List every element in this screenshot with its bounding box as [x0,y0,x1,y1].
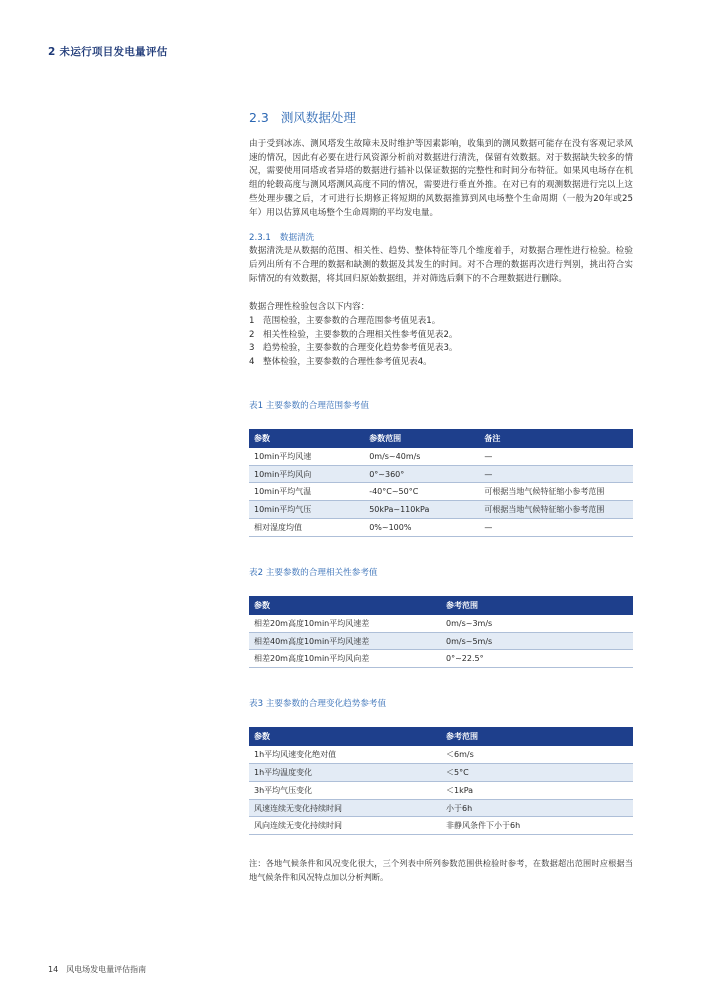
table-header-row [249,596,633,615]
table-header-cell: 备注 [484,433,501,443]
table-cell: 可根据当地气候特征缩小参考范围 [479,483,633,501]
list-item-text: 趋势检验，主要参数的合理变化趋势参考值见表3。 [263,343,458,354]
table-header-cell: 参考范围 [446,732,478,742]
publication-title: 风电场发电量评估指南 [66,965,147,974]
table2 [249,596,633,668]
table-cell: 1h平均温度变化 [249,764,441,782]
table-cell: ＜6m/s [441,746,633,763]
subsection-title [249,231,633,243]
table-row [249,483,633,501]
table-row [249,650,633,668]
checks-list [249,315,633,370]
table-cell: 0m/s~3m/s [441,615,633,632]
list-item-text: 范围检验，主要参数的合理范围参考值见表1。 [263,316,441,327]
subsection-title-text: 数据清洗 [279,233,315,244]
table-row [249,465,633,483]
subsection-number: 2.3.1 [249,233,271,244]
list-item [249,356,633,370]
list-item-number: 1 [249,316,255,327]
table-cell: 非静风条件下小于6h [441,817,633,835]
table1 [249,429,633,537]
table-row [249,764,633,782]
table-cell: — [479,465,633,483]
main-content [249,108,633,884]
table-cell: 风速连续无变化持续时间 [249,799,441,817]
table3 [249,727,633,835]
checks-intro: 数据合理性检验包含以下内容： [249,302,370,313]
section-title-text: 测风数据处理 [280,110,356,125]
table-row [249,817,633,835]
list-item [249,329,633,343]
table3-caption: 表3 主要参数的合理变化趋势参考值 [249,699,387,710]
running-header: 2 未运行项目发电量评估 [48,46,168,58]
list-item-number: 2 [249,329,255,340]
table2-caption: 表2 主要参数的合理相关性参考值 [249,567,378,578]
table-cell: 可根据当地气候特征缩小参考范围 [479,501,633,519]
list-item [249,315,633,329]
table-row [249,746,633,763]
table-cell: 小于6h [441,799,633,817]
table-header-cell: 参数 [254,600,270,610]
table-header-cell: 参数 [254,433,270,443]
table-cell: ＜5°C [441,764,633,782]
table1-caption: 表1 主要参数的合理范围参考值 [249,400,369,411]
table-row [249,632,633,650]
table-header-row [249,727,633,746]
list-item-text: 整体检验，主要参数的合理性参考值见表4。 [263,357,432,368]
table-cell: 3h平均气压变化 [249,781,441,799]
table-cell: 10min平均气温 [249,483,364,501]
table-header-row [249,429,633,448]
table-header-cell: 参数范围 [369,433,402,443]
table-row [249,448,633,465]
table-cell: 0°~22.5° [441,650,633,668]
list-item-text: 相关性检验，主要参数的合理相关性参考值见表2。 [263,329,458,340]
subsection-body: 数据清洗是从数据的范围、相关性、趋势、整体特征等几个维度着手，对数据合理性进行检验。检验后列出所有不合理的数据和缺测的数据及其发生的时间。对不合理的数据再次进行判别，挑出符合实际情况的有效数据，将其回归原始数据组，并对筛选后剩下的不合理数据进行删除。 [249,246,633,284]
table-row [249,799,633,817]
table-cell: 1h平均风速变化绝对值 [249,746,441,763]
section-title [249,108,633,126]
page-number: 14 [48,965,59,974]
section-number: 2.3 [249,110,269,125]
list-item [249,342,633,356]
table-cell: 相对湿度均值 [249,519,364,537]
section-body: 由于受到冰冻、测风塔发生故障未及时维护等因素影响，收集到的测风数据可能存在没有客观记录风速的情况，因此有必要在进行风资源分析前对数据进行清洗，保留有效数据。对于数据缺失较多的情况，需要使用同塔或者异塔的数据进行插补以保证数据的完整性和时间分布特征。如果风电场存在机组的轮毂高度与测风塔测风高度不同的情况，需要进行垂直外推。在对已有的观测数据进行完以上这些处理步骤之后，才可进行长期修正将短期的风数据推算到风电场整个生命周期（一般为20年或25年）用以估算风电场整个生命周期的平均发电量。 [249,139,633,218]
table-cell: 风向连续无变化持续时间 [249,817,441,835]
table-row [249,615,633,632]
table-cell: ＜1kPa [441,781,633,799]
table-cell: 10min平均风向 [249,465,364,483]
table-cell: 0m/s~5m/s [441,632,633,650]
list-item-number: 3 [249,343,255,354]
table-cell: — [479,519,633,537]
table-row [249,781,633,799]
table-cell: 10min平均风速 [249,448,364,465]
table-row [249,501,633,519]
table-cell: 0m/s~40m/s [364,448,479,465]
table-cell: 相差40m高度10min平均风速差 [249,632,441,650]
table-cell: 0%~100% [364,519,479,537]
table-cell: 相差20m高度10min平均风速差 [249,615,441,632]
table-cell: 10min平均气压 [249,501,364,519]
table-row [249,519,633,537]
table-note: 注：各地气候条件和风况变化很大，三个列表中所列参数范围供检验时参考，在数据超出范围时应根据当地气候条件和风况特点加以分析判断。 [249,858,633,883]
table-cell: 50kPa~110kPa [364,501,479,519]
table-cell: 0°~360° [364,465,479,483]
page-footer [48,964,146,975]
table-cell: — [479,448,633,465]
list-item-number: 4 [249,357,255,368]
table-cell: 相差20m高度10min平均风向差 [249,650,441,668]
table-header-cell: 参数 [254,732,270,742]
table-cell: -40°C~50°C [364,483,479,501]
table-header-cell: 参考范围 [446,600,478,610]
